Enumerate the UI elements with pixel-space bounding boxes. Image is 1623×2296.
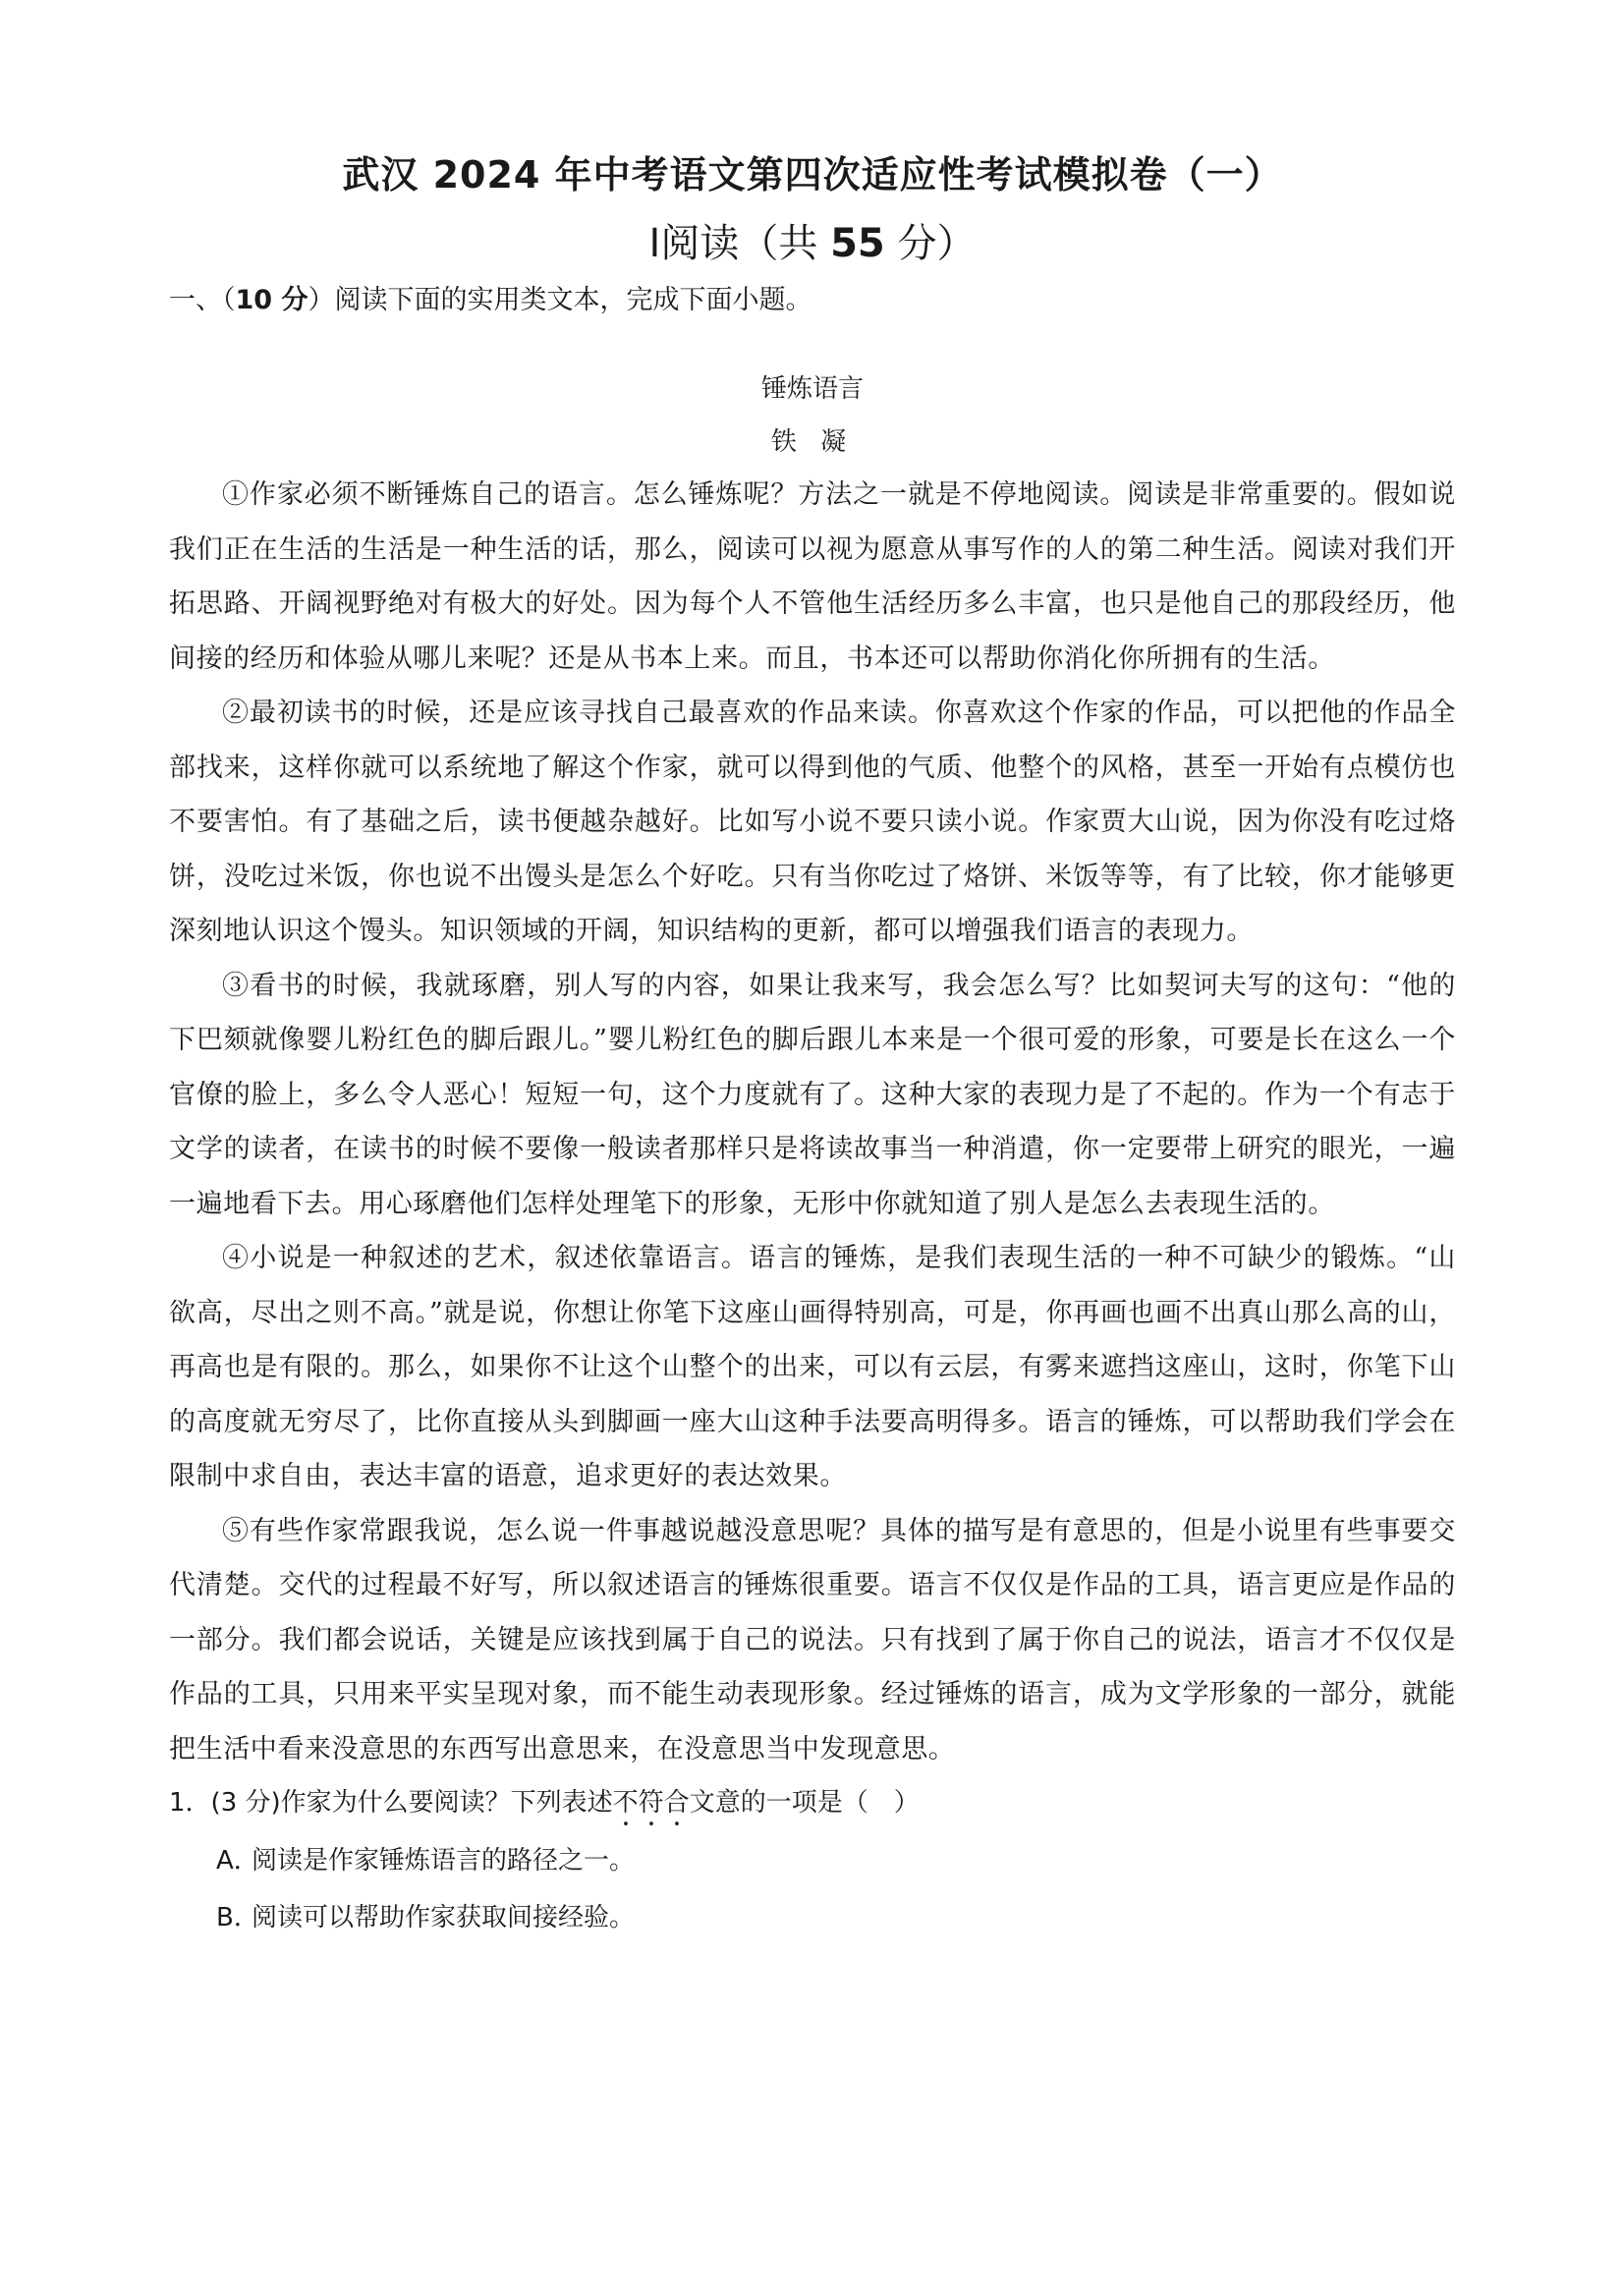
section-instruction: ）阅读下面的实用类文本，完成下面小题。 — [308, 285, 812, 315]
part-heading-prefix: Ⅰ阅读（共 — [648, 221, 831, 266]
option-a[interactable] — [216, 1832, 1456, 1889]
exam-title: 武汉 2024 年中考语文第四次适应性考试模拟卷（一） — [342, 153, 1283, 196]
option-a-text: 阅读是作家锤炼语言的路径之一。 — [252, 1846, 636, 1876]
option-b-letter: B． — [216, 1903, 259, 1932]
section-prefix: 一、（ — [169, 285, 236, 315]
option-a-letter: A． — [216, 1846, 259, 1876]
question-1-stem — [169, 1778, 1456, 1832]
part-heading — [169, 214, 1456, 273]
question-number: 1． — [169, 1788, 211, 1818]
section-heading — [169, 279, 1456, 322]
option-b[interactable] — [216, 1889, 1456, 1946]
article-paragraph-4: ④小说是一种叙述的艺术，叙述依靠语言。语言的锤炼，是我们表现生活的一种不可缺少的锻炼。“山欲高，尽出之则不高。”就是说，你想让你笔下这座山画得特别高，可是，你再画也画不出真山那么高的山，再高也是有限的。那么，如果你不让这个山整个的出来，可以有云层，有雾来遮挡这座山，这时，你笔下山的高度就无穷尽了，比你直接从头到脚画一座大山这种手法要高明得多。语言的锤炼，可以帮助我们学会在限制中求自由，表达丰富的语意，追求更好的表达效果。 — [169, 1243, 1456, 1491]
option-b-text: 阅读可以帮助作家获取间接经验。 — [252, 1903, 636, 1932]
article-author: 铁 凝 — [770, 427, 855, 457]
part-heading-suffix: 分） — [884, 221, 977, 266]
question-score: (3 分) — [210, 1788, 281, 1818]
article-paragraph-2: ②最初读书的时候，还是应该寻找自己最喜欢的作品来读。你喜欢这个作家的作品，可以把他的作品全部找来，这样你就可以系统地了解这个作家，就可以得到他的气质、他整个的风格，甚至一开始有点模仿也不要害怕。有了基础之后，读书便越杂越好。比如写小说不要只读小说。作家贾大山说，因为你没有吃过烙饼，没吃过米饭，你也说不出馒头是怎么个好吃。只有当你吃过了烙饼、米饭等等，有了比较，你才能够更深刻地认识这个馒头。知识领域的开阔，知识结构的更新，都可以增强我们语言的表现力。 — [169, 698, 1456, 946]
article-paragraph-5: ⑤有些作家常跟我说，怎么说一件事越说越没意思呢？具体的描写是有意思的，但是小说里有些事要交代清楚。交代的过程最不好写，所以叙述语言的锤炼很重要。语言不仅仅是作品的工具，语言更应是作品的一部分。我们都会说话，关键是应该找到属于自己的说法。只有找到了属于你自己的说法，语言才不仅仅是作品的工具，只用来平实呈现对象，而不能生动表现形象。经过锤炼的语言，成为文学形象的一部分，就能把生活中看来没意思的东西写出意思来，在没意思当中发现意思。 — [169, 1515, 1456, 1764]
section-score: 10 分 — [235, 285, 308, 315]
article-paragraph-3: ③看书的时候，我就琢磨，别人写的内容，如果让我来写，我会怎么写？比如契诃夫写的这句：“他的下巴颏就像婴儿粉红色的脚后跟儿。”婴儿粉红色的脚后跟儿本来是一个很可爱的形象，可要是长在这么一个官僚的脸上，多么令人恶心！短短一句，这个力度就有了。这种大家的表现力是了不起的。作为一个有志于文学的读者，在读书的时候不要像一般读者那样只是将读故事当一种消遣，你一定要带上研究的眼光，一遍一遍地看下去。用心琢磨他们怎样处理笔下的形象，无形中你就知道了别人是怎么去表现生活的。 — [169, 970, 1456, 1219]
question-emphasis: 不符合 — [612, 1788, 690, 1818]
question-text-after: 文意的一项是（ ） — [689, 1788, 920, 1818]
question-text-before: 作家为什么要阅读？下列表述 — [280, 1788, 613, 1818]
article-title: 锤炼语言 — [760, 374, 864, 404]
article-paragraph-1: ①作家必须不断锤炼自己的语言。怎么锤炼呢？方法之一就是不停地阅读。阅读是非常重要的。假如说我们正在生活的生活是一种生活的话，那么，阅读可以视为愿意从事写作的人的第二种生活。阅读对我们开拓思路、开阔视野绝对有极大的好处。因为每个人不管他生活经历多么丰富，也只是他自己的那段经历，他间接的经历和体验从哪儿来呢？还是从书本上来。而且，书本还可以帮助你消化你所拥有的生活。 — [169, 479, 1456, 674]
part-heading-score: 55 — [830, 221, 885, 266]
